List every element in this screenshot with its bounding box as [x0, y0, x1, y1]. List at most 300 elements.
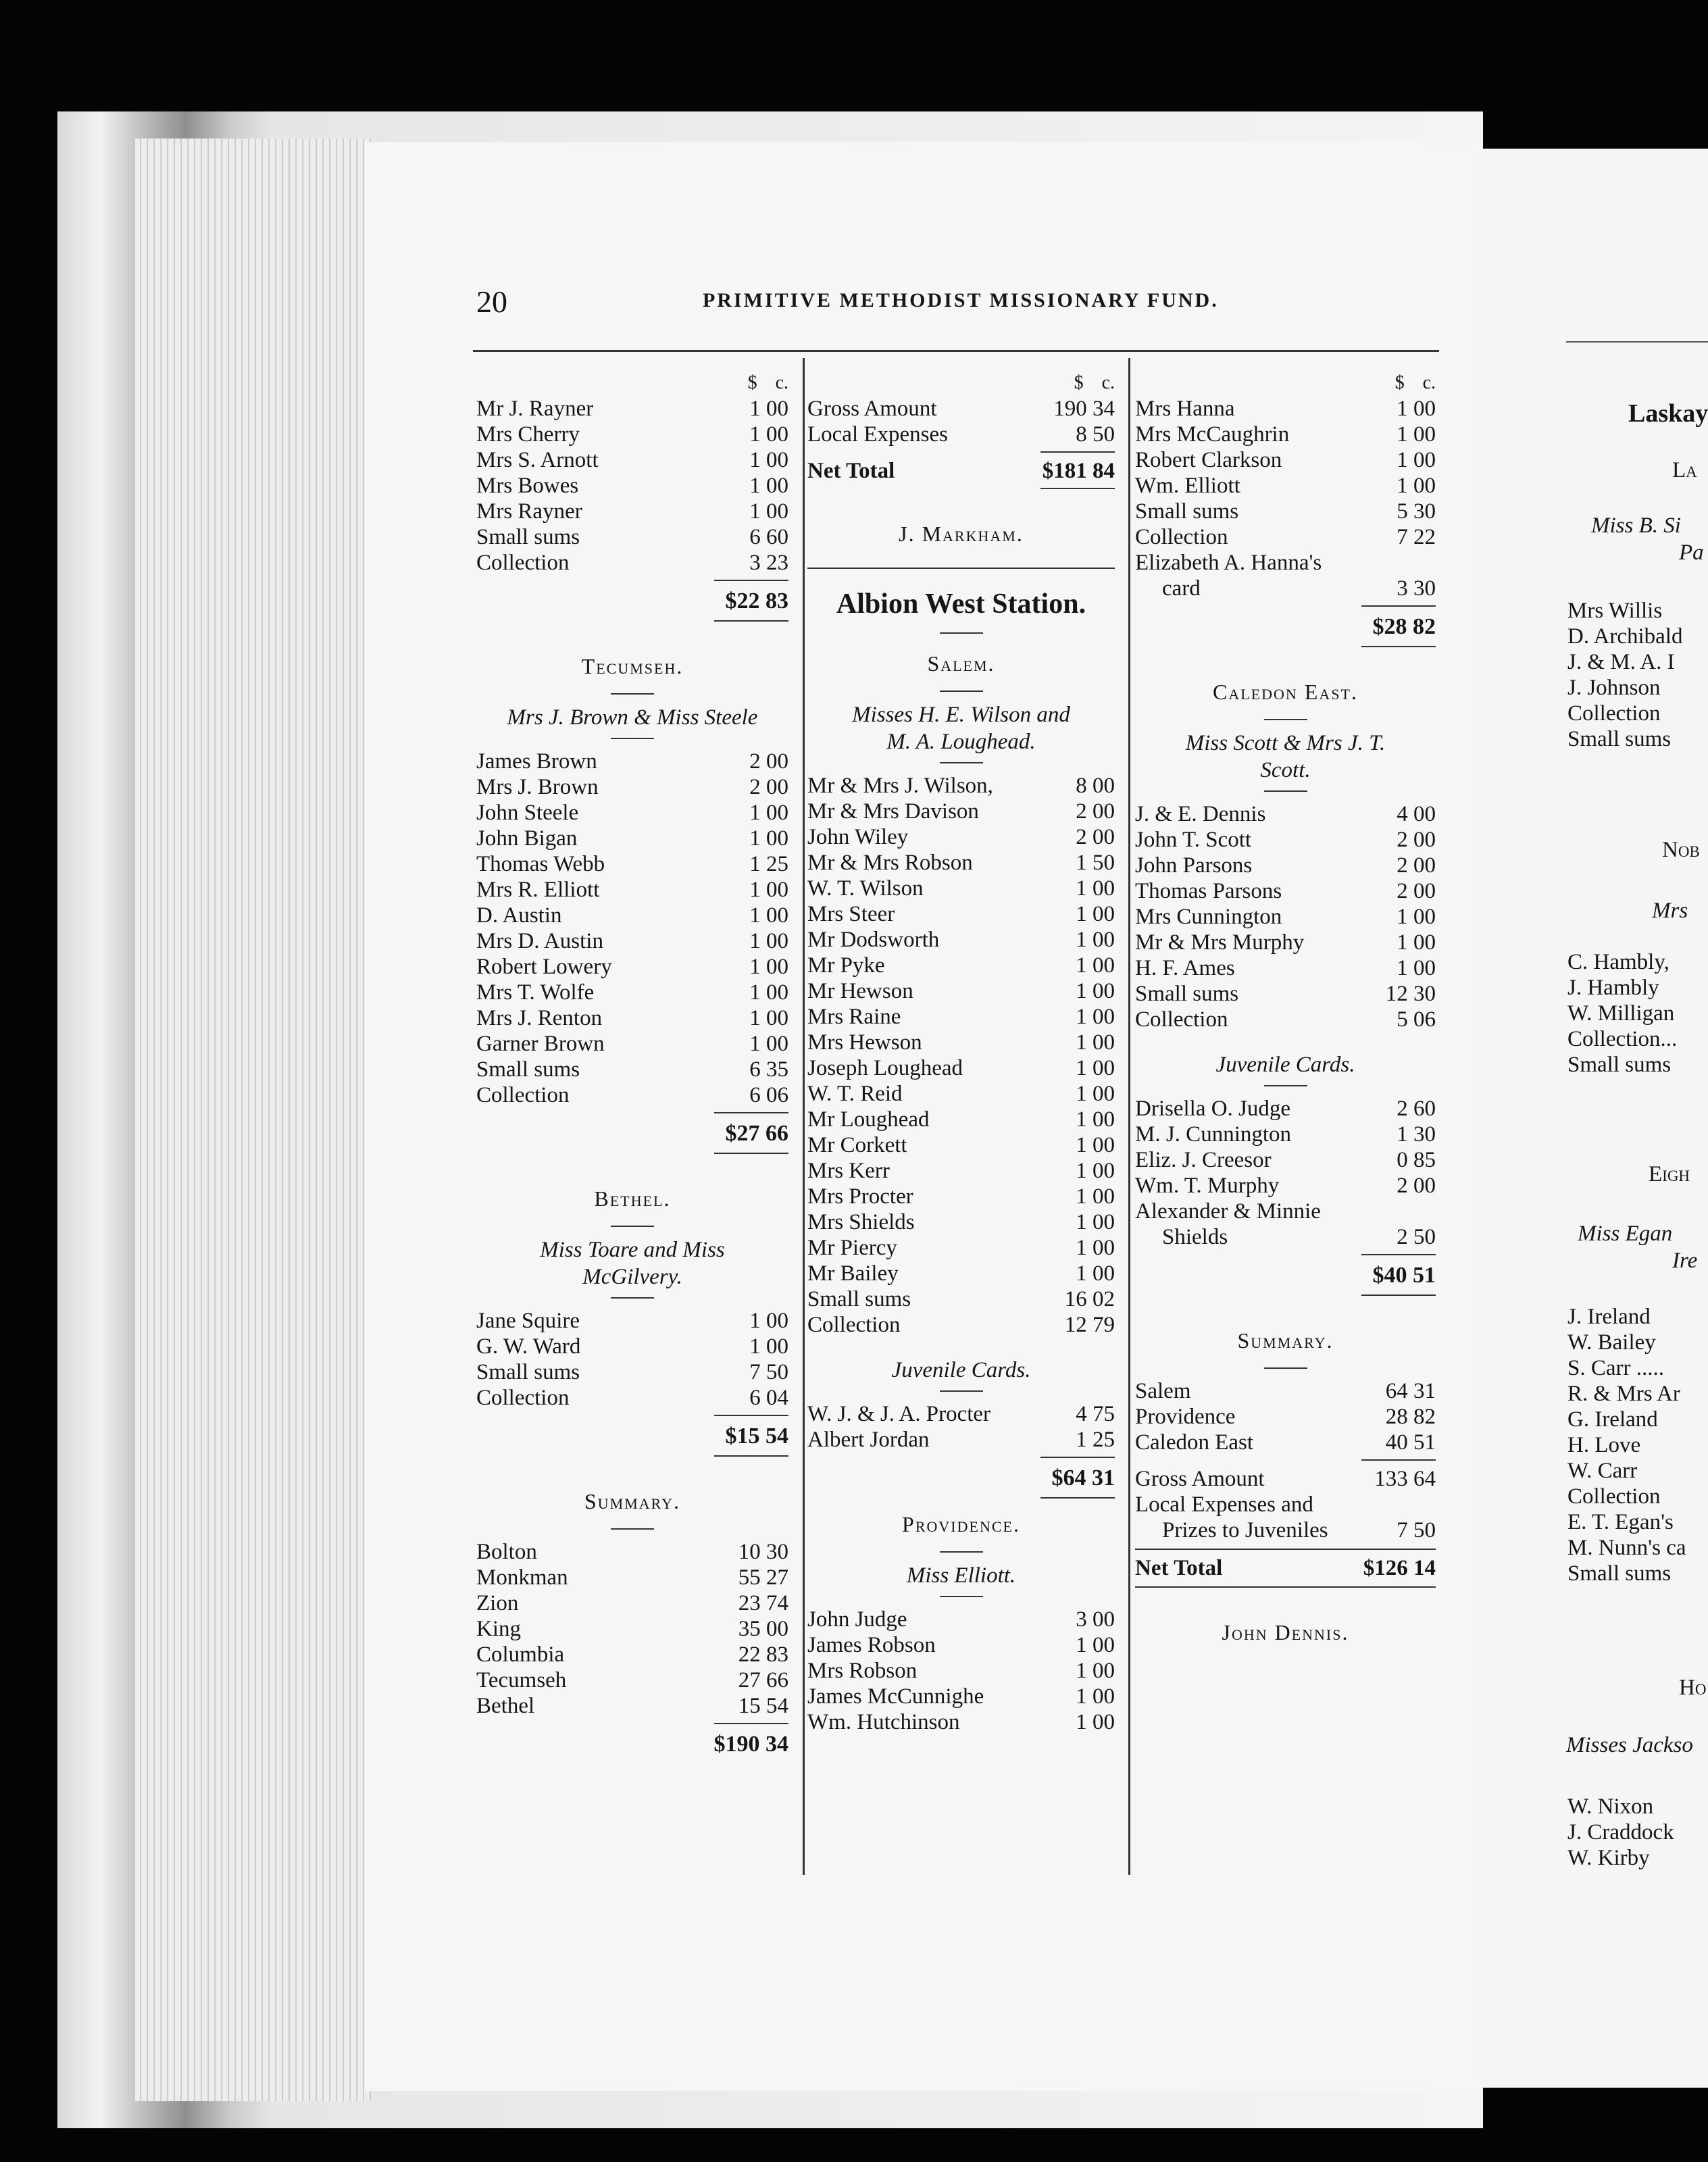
entry-name: Small sums: [1135, 982, 1239, 1006]
entry-amount: 1 00: [1076, 1030, 1115, 1055]
entry-amount: 12 79: [1064, 1313, 1115, 1337]
total-rule: [1040, 1497, 1115, 1500]
subsection-title: Juvenile Cards.: [1215, 1053, 1355, 1077]
entry-name: Jane Squire: [476, 1309, 580, 1333]
divider: [807, 568, 1115, 569]
entry-name: Mrs Hewson: [807, 1030, 922, 1055]
collectors: Miss Scott & Mrs J. T.: [1185, 731, 1386, 755]
entry-name: Mrs Cunnington: [1135, 905, 1282, 929]
collectors: Misses H. E. Wilson and: [852, 703, 1070, 727]
entry-row: [1135, 930, 1436, 955]
entry-amount: 1 00: [749, 955, 788, 979]
entry-row: [1135, 447, 1436, 473]
entry-name: Thomas Webb: [476, 852, 605, 876]
entry-row: [1135, 878, 1436, 904]
entry-amount: 2 00: [1397, 879, 1436, 903]
short-rule: [611, 1226, 654, 1227]
total-rule: [1361, 1459, 1436, 1462]
entry-row: [807, 1312, 1115, 1338]
entry-name: Small sums: [1135, 499, 1239, 524]
entry-row: [807, 1158, 1115, 1184]
entry-name: Bolton: [476, 1540, 537, 1564]
entry-name: Mr Hewson: [807, 979, 913, 1003]
entry-row: [476, 1359, 788, 1385]
entry-amount: 1 00: [1076, 953, 1115, 978]
entry-name: Mr Dodsworth: [807, 928, 940, 952]
entry-row: [1135, 1096, 1436, 1122]
entry-name: Mrs Kerr: [807, 1159, 890, 1183]
entry-name: Collection: [1135, 525, 1228, 549]
entry-name: Thomas Parsons: [1135, 879, 1282, 903]
entry-row: [476, 980, 788, 1005]
facing-entry: W. Carr: [1567, 1459, 1638, 1483]
facing-subheading: Nob: [1662, 838, 1700, 862]
entry-name: W. J. & J. A. Procter: [807, 1402, 991, 1426]
entry-amount: 1 25: [1076, 1428, 1115, 1452]
entry-name: D. Austin: [476, 903, 562, 928]
entry-name: James Brown: [476, 749, 597, 774]
entry-row: Gross Amount 133 64: [1135, 1467, 1436, 1491]
section-total: $40 51: [1372, 1263, 1436, 1288]
entry-list: [807, 1401, 1115, 1453]
entry-name: Mr & Mrs Robson: [807, 851, 973, 875]
entry-amount: 5 30: [1397, 499, 1436, 524]
entry-row: [1135, 1378, 1436, 1404]
entry-name: Mr Piercy: [807, 1236, 897, 1260]
entry-row: [807, 1632, 1115, 1658]
facing-entry: J. Johnson: [1567, 676, 1661, 700]
entry-name: H. F. Ames: [1135, 956, 1235, 980]
entry-name: John Bigan: [476, 826, 578, 851]
facing-list: [1567, 598, 1682, 752]
entry-name: W. T. Wilson: [807, 876, 924, 901]
entry-amount: 22 83: [738, 1642, 788, 1667]
entry-amount: 1 00: [1076, 1684, 1115, 1709]
total-rule: [1135, 1549, 1436, 1550]
entry-row: [807, 927, 1115, 953]
net-total-row: Net Total $126 14: [1135, 1556, 1436, 1580]
entry-row: [476, 1642, 788, 1667]
entry-row: [476, 1616, 788, 1642]
entry-amount: 1 00: [1076, 1005, 1115, 1029]
facing-entry: W. Bailey: [1567, 1330, 1656, 1355]
short-rule: [940, 1551, 983, 1553]
section-total: $190 34: [713, 1732, 788, 1757]
entry-amount: 1 00: [749, 474, 788, 498]
entry-row: [807, 953, 1115, 978]
entry-amount: 28 82: [1385, 1405, 1436, 1429]
entry-row: [1135, 1173, 1436, 1199]
entry-name: John Steele: [476, 801, 579, 825]
net-total-row: Net Total $181 84: [807, 459, 1115, 483]
entry-name: Collection: [476, 1083, 570, 1107]
facing-heading: Laskay: [1628, 399, 1708, 428]
entry-row: [807, 1658, 1115, 1684]
entry-amount: 1 00: [749, 422, 788, 447]
entry-amount: 1 00: [749, 1006, 788, 1030]
entry-row: [807, 1184, 1115, 1209]
currency-header: $ c.: [1074, 372, 1115, 393]
entry-row: Shields 2 50: [1162, 1225, 1436, 1249]
entry-name: Zion: [476, 1591, 519, 1615]
entry-row: [476, 1082, 788, 1108]
entry-name: Albert Jordan: [807, 1428, 930, 1452]
total-rule: [714, 620, 788, 623]
entry-amount: 1 00: [749, 448, 788, 472]
total-rule: [714, 1153, 788, 1155]
entry-list: [1135, 1378, 1436, 1455]
entry-row: [807, 1235, 1115, 1261]
total-rule: [1040, 1457, 1115, 1459]
entry-amount: 7 22: [1397, 525, 1436, 549]
entry-amount: 1 00: [749, 1032, 788, 1056]
entry-row: Elizabeth A. Hanna's: [1135, 551, 1322, 575]
entry-row: [807, 1107, 1115, 1132]
entry-row: [1135, 1404, 1436, 1430]
short-rule: [611, 738, 654, 739]
section-total: $22 83: [725, 588, 788, 613]
entry-row: [1135, 955, 1436, 981]
entry-amount: 8 00: [1076, 774, 1115, 798]
facing-entry: C. Hambly,: [1567, 950, 1669, 974]
entry-amount: 1 00: [749, 878, 788, 902]
entry-row: [1135, 524, 1436, 550]
entry-amount: 27 66: [738, 1668, 788, 1692]
entry-name: Columbia: [476, 1642, 565, 1667]
entry-amount: 1 00: [749, 903, 788, 928]
entry-name: Mr & Mrs J. Wilson,: [807, 774, 993, 798]
entry-amount: 2 00: [1076, 799, 1115, 824]
entry-name: John T. Scott: [1135, 828, 1252, 852]
entry-amount: 64 31: [1385, 1379, 1436, 1403]
entry-name: Mrs D. Austin: [476, 929, 603, 953]
short-rule: [1264, 1367, 1307, 1369]
facing-collectors: Miss Egan: [1578, 1222, 1673, 1246]
section-total: $27 66: [725, 1121, 788, 1146]
entry-row: [1135, 1430, 1436, 1455]
entry-name: J. & E. Dennis: [1135, 802, 1266, 826]
entry-row: [807, 876, 1115, 901]
entry-amount: 6 60: [749, 525, 788, 549]
entry-name: John Judge: [807, 1607, 907, 1632]
entry-row: [476, 774, 788, 800]
entry-name: Wm. Hutchinson: [807, 1710, 960, 1734]
entry-amount: 0 85: [1397, 1148, 1436, 1172]
entry-row: [807, 1607, 1115, 1632]
total-rule: [714, 1723, 788, 1726]
facing-collectors: Misses Jackso: [1566, 1733, 1693, 1757]
facing-subheading: Ho: [1679, 1676, 1707, 1700]
total-rule: [1040, 451, 1115, 454]
entry-amount: 1 00: [1397, 397, 1436, 421]
currency-header: $ c.: [747, 372, 788, 393]
entry-row: [476, 1334, 788, 1359]
column-3: [1135, 370, 1436, 1653]
entry-name: G. W. Ward: [476, 1334, 581, 1359]
entry-name: Joseph Loughead: [807, 1056, 963, 1080]
entry-amount: 1 00: [1076, 1659, 1115, 1683]
entry-row: [476, 1539, 788, 1565]
section-title: Salem.: [927, 651, 995, 676]
entry-row: [476, 1667, 788, 1693]
facing-collectors: Mrs: [1652, 899, 1688, 923]
entry-row: [807, 850, 1115, 876]
entry-row: [807, 1401, 1115, 1427]
entry-row: [807, 824, 1115, 850]
short-rule: [940, 690, 983, 692]
entry-amount: 1 00: [1076, 1633, 1115, 1657]
entry-amount: 1 00: [1076, 1056, 1115, 1080]
entry-list: [476, 749, 788, 1108]
facing-entry: J. Hambly: [1567, 976, 1659, 1000]
entry-amount: 1 00: [1076, 979, 1115, 1003]
entry-name: Mrs R. Elliott: [476, 878, 600, 902]
entry-amount: 5 06: [1397, 1007, 1436, 1032]
short-rule: [611, 693, 654, 695]
entry-row: [1135, 853, 1436, 878]
facing-subheading: La: [1672, 458, 1697, 482]
entry-amount: 1 00: [749, 499, 788, 524]
facing-entry: Small sums: [1567, 727, 1672, 751]
short-rule: [940, 1390, 983, 1392]
entry-row: [807, 799, 1115, 824]
entry-amount: 1 00: [1076, 1210, 1115, 1234]
entry-name: John Wiley: [807, 825, 909, 849]
entry-list: [1135, 1096, 1436, 1199]
section-title: Summary.: [1237, 1328, 1334, 1353]
entry-row: [807, 1132, 1115, 1158]
entry-name: Collection: [1135, 1007, 1228, 1032]
facing-entry: D. Archibald: [1567, 624, 1683, 649]
entry-row: [476, 447, 788, 473]
facing-subheading: Eigh: [1649, 1162, 1690, 1186]
entry-name: Mr Pyke: [807, 953, 885, 978]
entry-row: [807, 1286, 1115, 1312]
entry-row: Local Expenses 8 50: [807, 422, 1115, 447]
entry-amount: 10 30: [738, 1540, 788, 1564]
facing-entry: J. & M. A. I: [1567, 650, 1675, 674]
station-title: Albion West Station.: [836, 588, 1086, 620]
facing-entry: J. Craddock: [1567, 1820, 1674, 1844]
entry-name: Tecumseh: [476, 1668, 567, 1692]
collectors: Scott.: [1260, 758, 1311, 782]
entry-name: Mrs T. Wolfe: [476, 980, 595, 1005]
entry-list: [1135, 801, 1436, 1032]
entry-name: Mrs Robson: [807, 1659, 918, 1683]
collectors: Mrs J. Brown & Miss Steele: [507, 705, 758, 730]
facing-entry: W. Nixon: [1567, 1794, 1654, 1819]
entry-row: [476, 473, 788, 499]
column-rule: [803, 358, 805, 1875]
entry-amount: 1 00: [1076, 1082, 1115, 1106]
facing-collectors: Miss B. Si: [1591, 513, 1681, 538]
signature: John Dennis.: [1222, 1620, 1349, 1644]
entry-name: Small sums: [476, 525, 580, 549]
entry-amount: 16 02: [1064, 1287, 1115, 1311]
entry-amount: 1 00: [1076, 928, 1115, 952]
entry-row: [476, 1031, 788, 1057]
facing-collectors: Ire: [1672, 1249, 1698, 1273]
entry-row: [476, 1308, 788, 1334]
entry-amount: 55 27: [738, 1565, 788, 1590]
entry-name: Garner Brown: [476, 1032, 605, 1056]
entry-amount: 1 30: [1397, 1122, 1436, 1147]
collectors: McGilvery.: [582, 1265, 682, 1289]
entry-name: Bethel: [476, 1694, 535, 1718]
entry-amount: 1 00: [1397, 474, 1436, 498]
entry-amount: 1 25: [749, 852, 788, 876]
entry-amount: 1 00: [749, 826, 788, 851]
entry-row: [1135, 1147, 1436, 1173]
entry-row: [807, 1081, 1115, 1107]
entry-list: [476, 1308, 788, 1411]
entry-name: Collection: [476, 1386, 570, 1410]
facing-entry: Mrs Willis: [1567, 599, 1663, 623]
entry-amount: 7 50: [749, 1360, 788, 1384]
facing-entry: Collection: [1567, 1484, 1661, 1509]
entry-row: [476, 903, 788, 928]
section-total: $64 31: [1051, 1465, 1115, 1490]
entry-name: Mrs J. Renton: [476, 1006, 603, 1030]
entry-name: Mr J. Rayner: [476, 397, 594, 421]
entry-amount: 1 00: [1397, 422, 1436, 447]
short-rule: [1264, 790, 1307, 792]
entry-row: [1135, 473, 1436, 499]
entry-name: John Parsons: [1135, 853, 1253, 878]
entry-name: M. J. Cunnington: [1135, 1122, 1292, 1147]
facing-entry: S. Carr .....: [1567, 1356, 1664, 1380]
entry-amount: 3 00: [1076, 1607, 1115, 1632]
entry-name: Mr Loughead: [807, 1107, 930, 1132]
entry-amount: 2 00: [749, 749, 788, 774]
entry-name: Mr & Mrs Murphy: [1135, 930, 1305, 955]
entry-amount: 1 00: [749, 1309, 788, 1333]
facing-entry: J. Ireland: [1567, 1305, 1651, 1329]
entry-row: [1135, 904, 1436, 930]
page-number: 20: [476, 284, 507, 319]
entry-name: Mrs J. Brown: [476, 775, 599, 799]
entry-row: [476, 877, 788, 903]
entry-amount: 40 51: [1385, 1430, 1436, 1455]
entry-amount: 1 00: [749, 980, 788, 1005]
column-2: [807, 370, 1115, 1735]
entry-amount: 1 00: [1397, 930, 1436, 955]
entry-name: Small sums: [476, 1057, 580, 1082]
total-rule: [1040, 488, 1115, 491]
entry-amount: 1 50: [1076, 851, 1115, 875]
entry-amount: 1 00: [1076, 876, 1115, 901]
facing-entry: Collection...: [1567, 1027, 1678, 1051]
entry-row: [476, 826, 788, 851]
entry-list: [807, 1607, 1115, 1735]
entry-amount: 1 00: [1397, 905, 1436, 929]
entry-row: [476, 550, 788, 576]
section-total: $28 82: [1372, 614, 1436, 639]
total-rule: [714, 1415, 788, 1417]
entry-row: [476, 1565, 788, 1590]
entry-name: Robert Clarkson: [1135, 448, 1282, 472]
entry-name: Collection: [476, 551, 570, 575]
entry-amount: 1 00: [1076, 1184, 1115, 1209]
facing-entry: Small sums: [1567, 1053, 1672, 1077]
entry-name: Mr Bailey: [807, 1261, 899, 1286]
page-edges: [135, 139, 372, 2101]
entry-amount: 1 00: [749, 929, 788, 953]
entry-name: Salem: [1135, 1379, 1191, 1403]
entry-amount: 3 23: [749, 551, 788, 575]
entry-row: Gross Amount 190 34: [807, 397, 1115, 421]
section-title: Bethel.: [594, 1186, 671, 1211]
entry-row: [1135, 499, 1436, 524]
entry-amount: 2 00: [1397, 853, 1436, 878]
entry-amount: 1 00: [1076, 1261, 1115, 1286]
short-rule: [611, 1297, 654, 1299]
entry-row: [807, 1427, 1115, 1453]
entry-name: Mrs McCaughrin: [1135, 422, 1290, 447]
entry-name: W. T. Reid: [807, 1082, 903, 1106]
section-title: Summary.: [584, 1489, 681, 1513]
entry-amount: 1 00: [1076, 1107, 1115, 1132]
entry-name: Small sums: [476, 1360, 580, 1384]
entry-amount: 2 60: [1397, 1097, 1436, 1121]
entry-row: [1135, 981, 1436, 1007]
short-rule: [611, 1528, 654, 1530]
entry-amount: 15 54: [738, 1694, 788, 1718]
entry-name: Mrs Rayner: [476, 499, 582, 524]
entry-row: card 3 30: [1162, 576, 1436, 601]
entry-name: Monkman: [476, 1565, 568, 1590]
total-rule: [1361, 646, 1436, 649]
section-title: Providence.: [902, 1512, 1020, 1536]
facing-entry: W. Kirby: [1567, 1846, 1650, 1870]
subsection-title: Juvenile Cards.: [891, 1358, 1031, 1382]
entry-name: Mrs Steer: [807, 902, 895, 926]
entry-row: [476, 749, 788, 774]
entry-name: Small sums: [807, 1287, 911, 1311]
entry-row: [807, 1684, 1115, 1709]
entry-row: [807, 773, 1115, 799]
column-1: [476, 370, 788, 1759]
facing-collectors: Pa: [1679, 540, 1704, 565]
entry-row: [807, 1209, 1115, 1235]
entry-amount: 4 00: [1397, 802, 1436, 826]
short-rule: [1264, 719, 1307, 720]
entry-amount: 1 00: [1076, 902, 1115, 926]
entry-row: [476, 954, 788, 980]
collectors: Miss Toare and Miss: [540, 1238, 725, 1262]
entry-row: [807, 1004, 1115, 1030]
entry-row: [476, 851, 788, 877]
entry-name: Mrs Bowes: [476, 474, 579, 498]
entry-row: Prizes to Juveniles 7 50: [1162, 1518, 1436, 1542]
entry-amount: 2 00: [1397, 828, 1436, 852]
entry-row: Local Expenses and: [1135, 1492, 1313, 1517]
entry-row: [476, 928, 788, 954]
signature: J. Markham.: [899, 522, 1024, 546]
total-rule: [714, 580, 788, 582]
entry-row: Alexander & Minnie: [1135, 1199, 1321, 1224]
collectors: M. A. Loughead.: [886, 730, 1036, 754]
entry-amount: 6 04: [749, 1386, 788, 1410]
facing-header-rule: [1566, 341, 1708, 343]
entry-row: [476, 499, 788, 524]
entry-row: [476, 1693, 788, 1719]
entry-row: [1135, 801, 1436, 827]
entry-amount: 1 00: [749, 397, 788, 421]
entry-name: Robert Lowery: [476, 955, 612, 979]
entry-amount: 23 74: [738, 1591, 788, 1615]
facing-list: [1567, 1794, 1674, 1871]
